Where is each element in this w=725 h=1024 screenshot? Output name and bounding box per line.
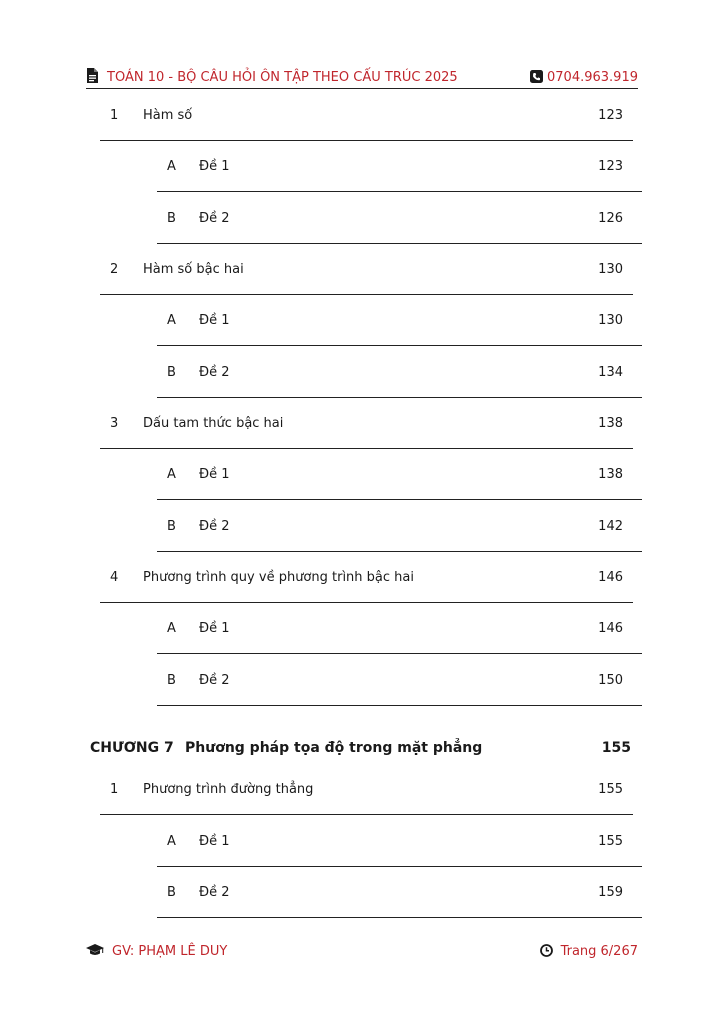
subsection-letter: B (167, 519, 176, 534)
footer-left (86, 942, 227, 961)
section-number: 2 (110, 262, 119, 277)
toc-subsection-row[interactable] (157, 603, 642, 654)
section-number: 1 (110, 108, 119, 123)
subsection-page: 146 (598, 621, 623, 636)
subsection-page: 130 (598, 313, 623, 328)
subsection-title: Đề 1 (199, 159, 230, 174)
section-number: 3 (110, 416, 119, 431)
toc-subsection-row[interactable] (157, 141, 642, 192)
section-number: 4 (110, 570, 119, 585)
header-phone: 0704.963.919 (547, 70, 638, 85)
subsection-title: Đề 1 (199, 467, 230, 482)
section-page: 123 (598, 108, 623, 123)
section-page: 146 (598, 570, 623, 585)
phone-icon (530, 68, 543, 87)
subsection-page: 126 (598, 211, 623, 226)
document-icon (86, 68, 99, 87)
subsection-page: 138 (598, 467, 623, 482)
subsection-page: 150 (598, 673, 623, 688)
footer-right (540, 942, 638, 961)
toc-subsection-row[interactable] (157, 867, 642, 918)
header-right (530, 68, 638, 87)
subsection-letter: B (167, 885, 176, 900)
subsection-title: Đề 2 (199, 365, 230, 380)
subsection-letter: A (167, 834, 176, 849)
toc-section-row[interactable] (100, 244, 633, 295)
toc-subsection-row[interactable] (157, 816, 642, 867)
section-page: 155 (598, 782, 623, 797)
section-title: Hàm số bậc hai (143, 262, 244, 277)
subsection-letter: A (167, 159, 176, 174)
subsection-title: Đề 1 (199, 834, 230, 849)
subsection-letter: A (167, 467, 176, 482)
footer-page-number: Trang 6/267 (560, 944, 638, 959)
subsection-title: Đề 2 (199, 519, 230, 534)
toc-subsection-row[interactable] (157, 347, 642, 398)
section-number: 1 (110, 782, 119, 797)
subsection-letter: B (167, 211, 176, 226)
page-header (86, 66, 638, 89)
subsection-title: Đề 1 (199, 621, 230, 636)
subsection-title: Đề 1 (199, 313, 230, 328)
footer-teacher: GV: PHẠM LÊ DUY (112, 944, 228, 959)
subsection-letter: B (167, 673, 176, 688)
section-title: Hàm số (143, 108, 193, 123)
section-title: Phương trình đường thẳng (143, 782, 314, 797)
toc-subsection-row[interactable] (157, 449, 642, 500)
header-left (86, 68, 458, 87)
toc-section-row[interactable] (100, 398, 633, 449)
header-title: TOÁN 10 - BỘ CÂU HỎI ÔN TẬP THEO CẤU TRÚC 2025 (107, 70, 458, 85)
subsection-page: 142 (598, 519, 623, 534)
toc-section-row[interactable] (100, 552, 633, 603)
section-page: 138 (598, 416, 623, 431)
subsection-letter: B (167, 365, 176, 380)
section-title: Phương trình quy về phương trình bậc hai (143, 570, 414, 585)
toc-section-row[interactable] (100, 90, 633, 141)
subsection-page: 123 (598, 159, 623, 174)
subsection-page: 155 (598, 834, 623, 849)
chapter-page: 155 (601, 740, 631, 756)
subsection-page: 134 (598, 365, 623, 380)
toc-subsection-row[interactable] (157, 295, 642, 346)
toc-section-row[interactable] (100, 764, 633, 815)
toc-subsection-row[interactable] (157, 501, 642, 552)
page-footer (86, 942, 638, 962)
chapter-title: Phương pháp tọa độ trong mặt phẳng (185, 740, 483, 756)
graduation-cap-icon (86, 942, 104, 961)
section-title: Dấu tam thức bậc hai (143, 416, 284, 431)
toc-subsection-row[interactable] (157, 655, 642, 706)
chapter-label: CHƯƠNG 7 (90, 740, 174, 756)
section-page: 130 (598, 262, 623, 277)
subsection-title: Đề 2 (199, 211, 230, 226)
subsection-page: 159 (598, 885, 623, 900)
toc-chapter-heading[interactable] (90, 740, 631, 760)
toc-subsection-row[interactable] (157, 193, 642, 244)
subsection-letter: A (167, 621, 176, 636)
subsection-title: Đề 2 (199, 885, 230, 900)
subsection-title: Đề 2 (199, 673, 230, 688)
clock-icon (540, 942, 553, 961)
subsection-letter: A (167, 313, 176, 328)
